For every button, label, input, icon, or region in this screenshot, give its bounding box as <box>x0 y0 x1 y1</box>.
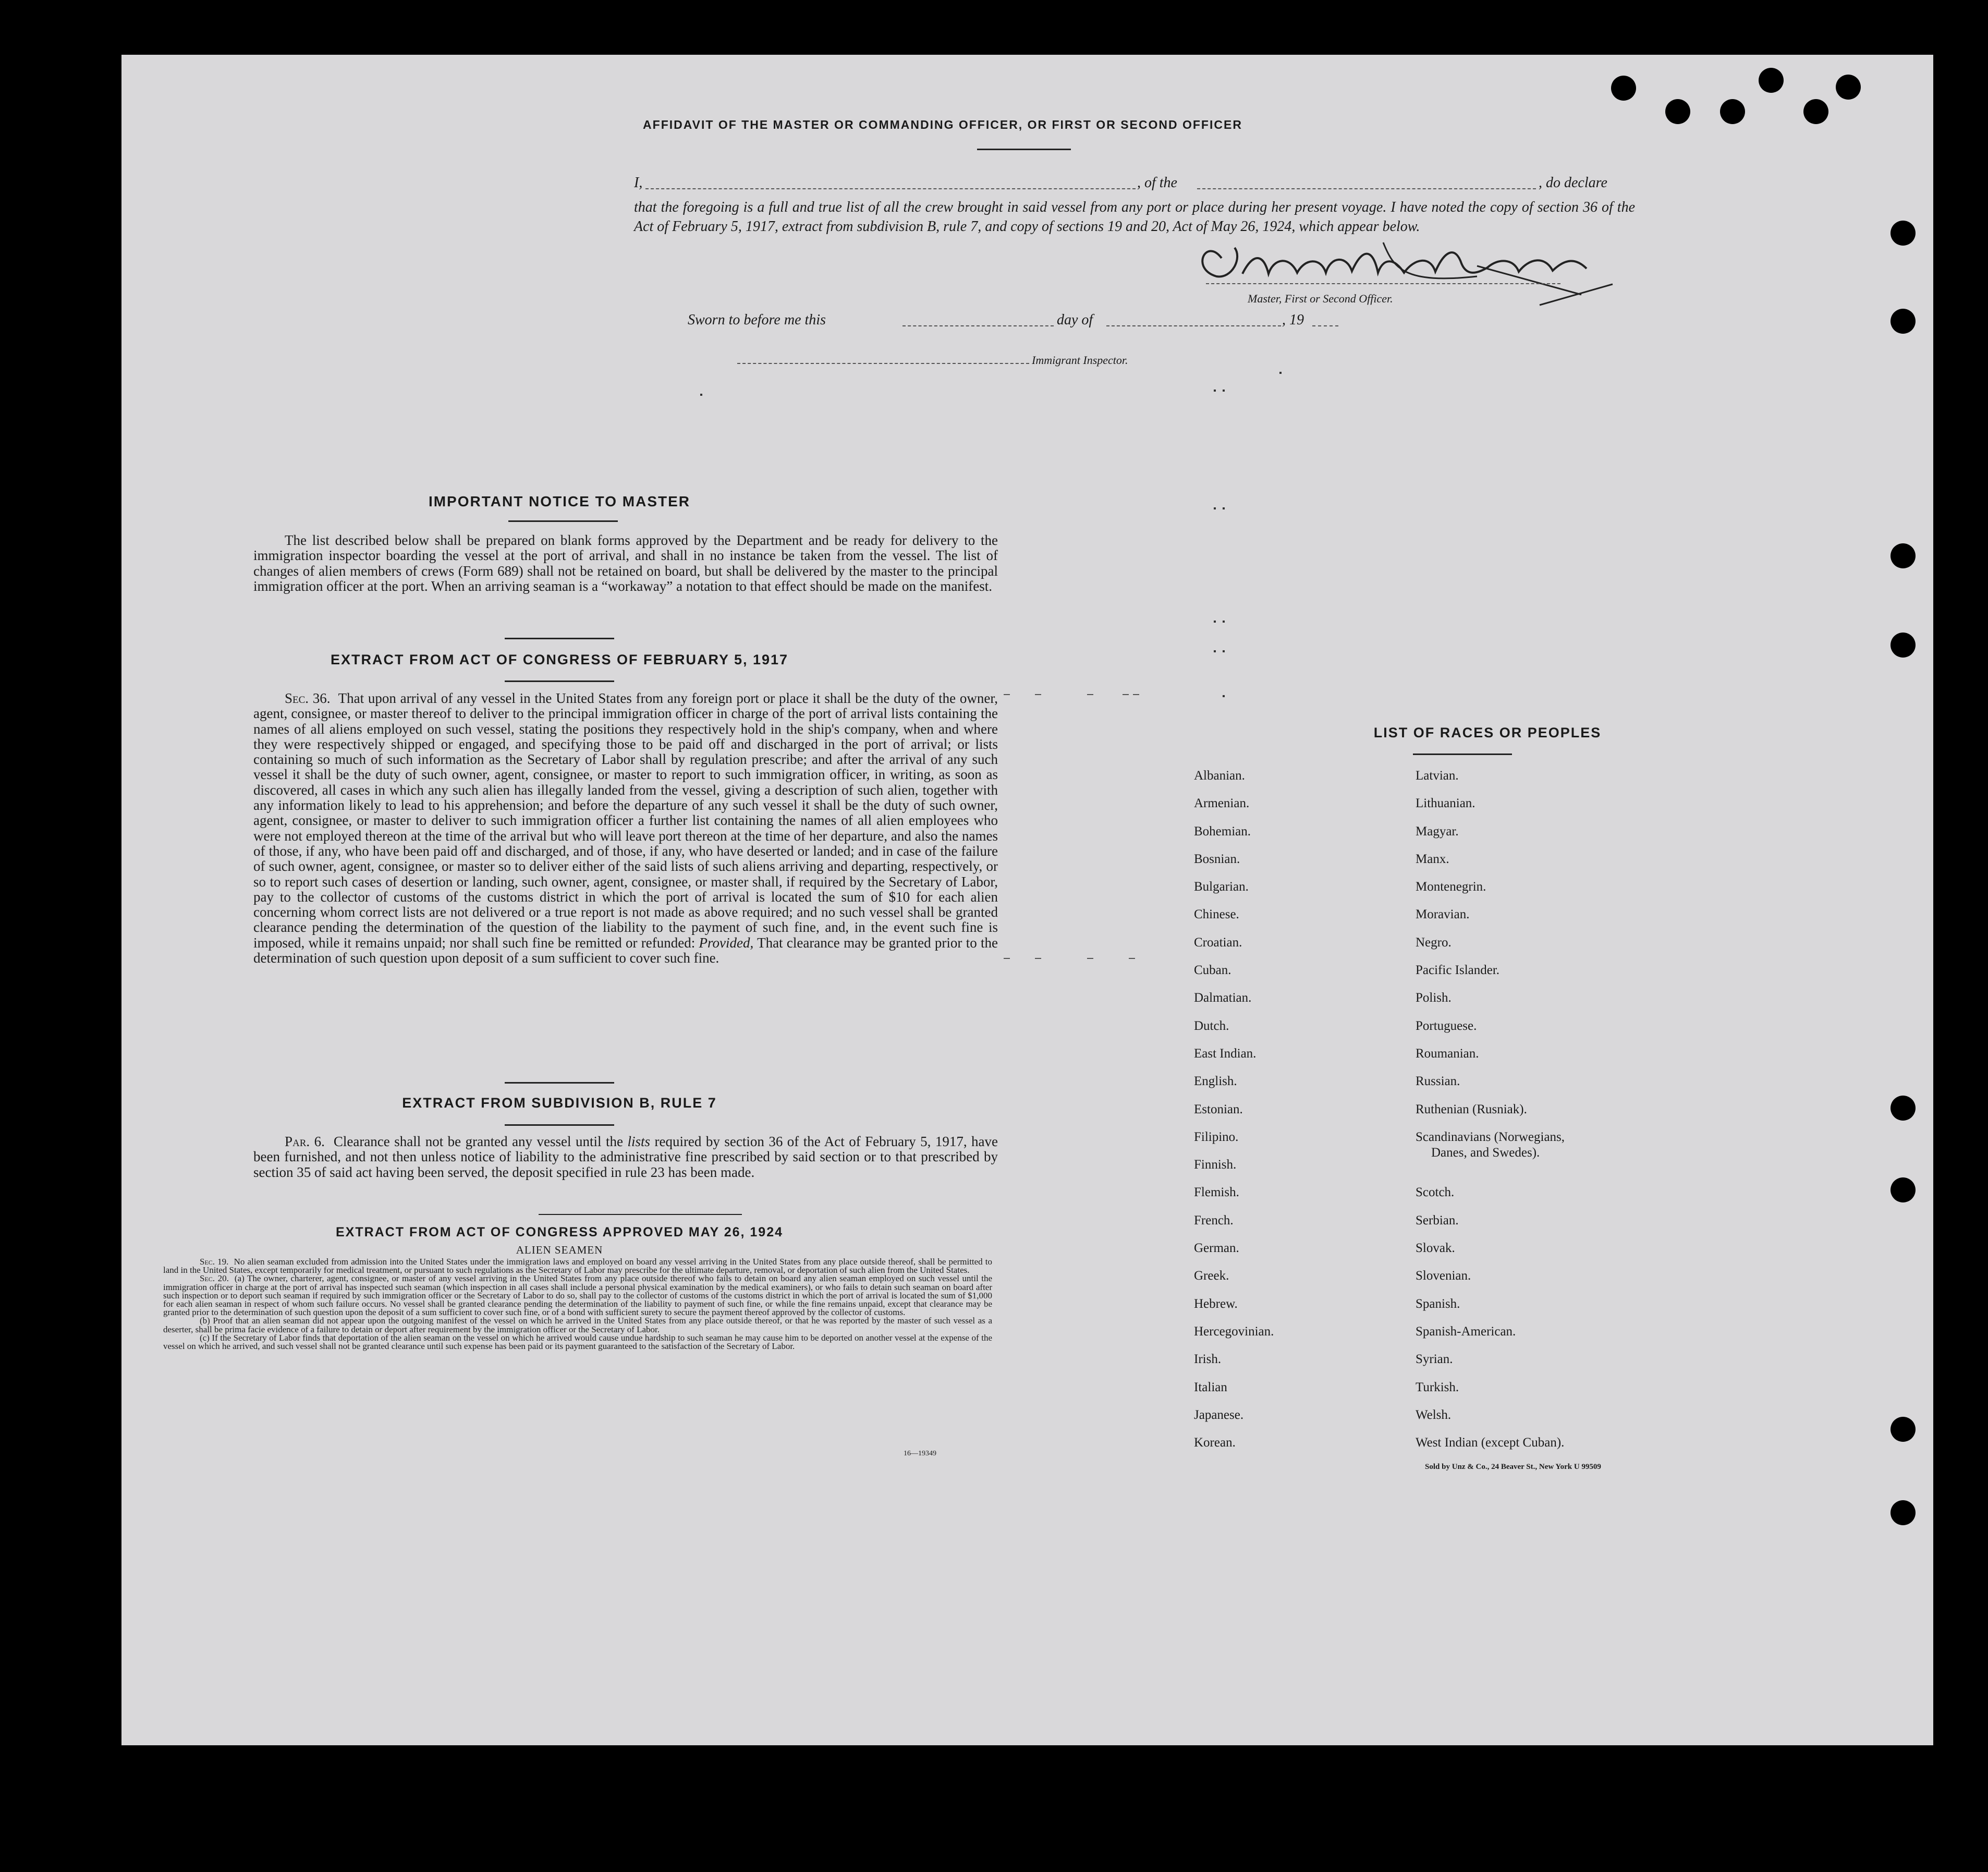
race-item: Korean. <box>1194 1436 1236 1450</box>
signature-caption: Master, First or Second Officer. <box>1248 292 1393 305</box>
inspector-caption: Immigrant Inspector. <box>1032 354 1128 367</box>
faint-mark <box>1133 694 1139 695</box>
faint-mark <box>1214 390 1216 392</box>
affidavit-title: AFFIDAVIT OF THE MASTER OR COMMANDING OFFICER, OR FIRST OR SECOND OFFICER <box>643 118 1242 131</box>
section-36-label: Sec. 36. <box>285 690 331 706</box>
notice-end-rule <box>505 638 614 639</box>
race-item: Slovak. <box>1416 1241 1455 1256</box>
races-title: LIST OF RACES OR PEOPLES <box>1373 725 1602 740</box>
race-item: Turkish. <box>1416 1380 1459 1394</box>
alien-seamen-subtitle: ALIEN SEAMEN <box>516 1244 603 1256</box>
race-item: Bohemian. <box>1194 824 1251 838</box>
punch-hole <box>1891 1177 1916 1202</box>
faint-mark <box>1279 372 1282 374</box>
race-item: Scandinavians (Norwegians, <box>1416 1129 1565 1144</box>
section-20c-body: (c) If the Secretary of Labor finds that deportation of the alien seaman on the vessel on which he arrived would cause undue hardship to such seaman he may cause him to be deported on another vessel at the expense of the vessel on which he arrived, and such vessel shall not be granted clearance until such expense has been paid or its payment guaranteed to the satisfaction of the Secretary of Labor. <box>163 1332 992 1352</box>
faint-mark <box>1087 958 1093 959</box>
punch-hole <box>1836 75 1861 100</box>
faint-mark <box>1223 390 1225 392</box>
section-36-body: That upon arrival of any vessel in the United States from any foreign port or place it shall be the duty of the owner, agent, consignee, or master thereof to deliver to the principal immigration officer in charge of the port of arrival lists containing the names of all aliens employed on such vessel, stating the positions they respectively hold in the ship's company, when and where they were respectively shipped or engaged, and specifying those to be paid off and discharged in the port of arrival; or lists containing so much of such information as the Secretary of Labor shall by regulation prescribe; and after the arrival of any such vessel it shall be the duty of such owner, agent, consignee, or master to report to such immigration officer, in writing, as soon as discovered, all cases in which any such alien has illegally landed from the vessel, giving a description of such alien, together with any information likely to lead to his apprehension; and before the departure of any such vessel it shall be the duty of such owner, agent, consignee, or master to deliver to such immigration officer a further list containing the names of all alien employees who were not employed thereon at the time of the arrival but who will leave port thereon at the time of her departure, and also the names of those, if any, who have been paid off and discharged, and of those, if any, who have deserted or landed; and in case of the failure of such owner, agent, consignee, or master so to deliver either of the said lists of such aliens arriving and departing, respectively, or so to report such cases of desertion or landing, such owner, agent, consignee, or master shall, if required by the Secretary of Labor, pay to the collector of customs of the customs district in which the port of arrival is located the sum of $10 for each alien concerning whom correct lists are not delivered or a true report is not made as above required; and no such vessel shall be granted clearance pending the determination of the question of the liability to the payment of such fine, and, in the event such fine is imposed, while it remains unpaid; nor shall such fine be remitted or refunded: <box>253 690 998 951</box>
race-item: Russian. <box>1416 1074 1460 1089</box>
races-right-column <box>1416 768 1728 1463</box>
extract-1924-title: EXTRACT FROM ACT OF CONGRESS APPROVED MAY 26, 1924 <box>335 1225 784 1239</box>
faint-mark <box>1129 958 1135 959</box>
rule-7-text <box>253 1134 998 1180</box>
title-rule <box>977 149 1071 150</box>
faint-mark <box>1214 621 1216 623</box>
faint-mark <box>1004 694 1010 695</box>
faint-mark <box>1223 621 1225 623</box>
faint-mark <box>1214 507 1216 509</box>
section-36-text <box>253 691 998 966</box>
race-item: Albanian. <box>1194 769 1245 783</box>
lists-term: lists <box>627 1134 650 1149</box>
races-left-column <box>1194 768 1392 1463</box>
race-item: Dutch. <box>1194 1018 1229 1033</box>
section-19-body: No alien seaman excluded from admission into the United States under the immigration laws and employed on board any vessel arriving in the United States from any place outside thereof, shall be permitted to land in the United States, except temporarily for medical treatment, or pursuant to such regulations as the Secretary of Labor may prescribe for the ultimate departure, removal, or deportation of such alien from the United States. <box>163 1257 992 1275</box>
faint-mark <box>1087 694 1093 695</box>
race-item: Magyar. <box>1416 824 1459 838</box>
race-item: Hercegovinian. <box>1194 1324 1274 1339</box>
extract-1917-title: EXTRACT FROM ACT OF CONGRESS OF FEBRUARY 5, 1917 <box>330 652 789 667</box>
race-item: Italian <box>1194 1380 1227 1394</box>
punch-hole <box>1759 68 1784 93</box>
race-item: Negro. <box>1416 935 1452 950</box>
faint-mark <box>700 394 702 396</box>
declare-suffix: , do declare <box>1539 175 1607 191</box>
faint-mark <box>1223 650 1225 652</box>
sworn-prefix: Sworn to before me this <box>688 312 826 328</box>
race-item: Bosnian. <box>1194 852 1240 866</box>
race-item: Polish. <box>1416 991 1452 1005</box>
race-item: Pacific Islander. <box>1416 963 1500 978</box>
race-item: Croatian. <box>1194 935 1242 950</box>
rule-7-title: EXTRACT FROM SUBDIVISION B, RULE 7 <box>402 1095 717 1111</box>
notice-title: IMPORTANT NOTICE TO MASTER <box>428 493 691 509</box>
section-20b-body: (b) Proof that an alien seaman did not appear upon the outgoing manifest of the vessel on which he arrived in the United States from any place outside thereof, or that he was reported by the master of such vessel as a deserter, shall be prima facie evidence of a failure to detain or deport after requirement by the immigration officer or the Secretary of Labor. <box>163 1316 992 1334</box>
race-item: Serbian. <box>1416 1213 1459 1227</box>
document-page <box>121 55 1933 1745</box>
faint-mark <box>1035 958 1041 959</box>
section-19-label: Sec. 19. <box>200 1257 229 1267</box>
sworn-day-field <box>902 325 1054 326</box>
race-item: Armenian. <box>1194 796 1250 811</box>
sworn-month-field <box>1106 325 1281 326</box>
faint-mark <box>1035 694 1041 695</box>
race-item: Latvian. <box>1416 769 1459 783</box>
sections-19-20-text <box>163 1258 992 1351</box>
race-item: Filipino. <box>1194 1129 1239 1144</box>
affidavit-statement: that the foregoing is a full and true list of all the crew brought in said vessel from any port or place during her present voyage. I have noted the copy of section 36 of the Act of February 5, 1917, extract from subdivision B, rule 7, and copy of sections 19 and 20, Act of May 26, 1924, which appear below. <box>634 199 1635 235</box>
race-item: Greek. <box>1194 1269 1229 1283</box>
race-item: Cuban. <box>1194 963 1231 978</box>
rule-7-rule <box>505 1124 614 1126</box>
punch-hole <box>1611 76 1636 101</box>
punch-hole <box>1891 1096 1916 1121</box>
section-20a-body: (a) The owner, charterer, agent, consignee, or master of any vessel arriving in the United States from any place outside thereof who fails to detain on board any alien seaman employed on such vessel until the immigration officer in charge at the port of arrival has inspected such seaman (which inspection in all cases shall include a personal physical examination by the medical examiners), or who fails to detain such seaman on board after such inspection or to deport such seaman if required by such immigration officer or the Secretary of Labor to do so, shall pay to the collector of customs of the customs district in which the port of arrival is located the sum of $1,000 for each alien seaman in respect of whom such failure occurs. No vessel shall be granted clearance pending the determination of the liability to payment of such fine, or while the fine remains unpaid, except that clearance may be granted prior to the determination of such question upon the deposit of a sum sufficient to cover such fine, or of a bond with sufficient surety to secure the payment thereof approved by the collector of customs. <box>163 1273 992 1318</box>
punch-hole <box>1891 633 1916 658</box>
faint-mark <box>1223 695 1225 697</box>
faint-mark <box>1004 958 1010 959</box>
sworn-year-field <box>1312 325 1338 326</box>
publisher-footer: Sold by Unz & Co., 24 Beaver St., New York U 99509 <box>1425 1463 1601 1471</box>
provided-term: Provided, <box>699 934 754 951</box>
par-6-label: Par. 6. <box>285 1134 325 1149</box>
race-item: French. <box>1194 1213 1234 1227</box>
race-item: East Indian. <box>1194 1046 1257 1061</box>
punch-hole <box>1720 99 1745 124</box>
race-item: Montenegrin. <box>1416 880 1486 894</box>
race-item: German. <box>1194 1241 1239 1256</box>
race-item: Japanese. <box>1194 1407 1244 1422</box>
race-item: Slovenian. <box>1416 1269 1471 1283</box>
race-item: Flemish. <box>1194 1185 1239 1200</box>
par-6-body: Clearance shall not be granted any vessel until the <box>333 1134 623 1149</box>
race-item: Ruthenian (Rusniak). <box>1416 1102 1527 1116</box>
punch-hole <box>1891 309 1916 334</box>
race-item: Spanish. <box>1416 1296 1460 1311</box>
sworn-line <box>688 312 1365 333</box>
race-item: Welsh. <box>1416 1407 1452 1422</box>
race-item: Syrian. <box>1416 1352 1453 1367</box>
race-item: West Indian (except Cuban). <box>1416 1436 1565 1450</box>
race-item: Lithuanian. <box>1416 796 1475 811</box>
notice-text <box>253 533 998 594</box>
declarant-prefix: I, <box>634 175 643 191</box>
race-item: Roumanian. <box>1416 1046 1479 1061</box>
race-item: Chinese. <box>1194 907 1239 922</box>
notice-rule <box>508 520 618 522</box>
punch-hole <box>1891 1500 1916 1525</box>
race-item: Portuguese. <box>1416 1018 1477 1033</box>
races-rule <box>1413 753 1512 755</box>
sworn-year-label: , 19 <box>1282 312 1304 328</box>
race-item: Danes, and Swedes). <box>1431 1145 1540 1160</box>
par-6-body-cont: required by section 36 of the Act of February 5, 1917, have been furnished, and not then unless notice of liability to the administrative fine prescribed by said section or to that prescribed by section 35 of said act having been served, the deposit specified in rule 23 has been made. <box>253 1134 998 1180</box>
race-item: Bulgarian. <box>1194 880 1249 894</box>
sworn-day-label: day of <box>1057 312 1093 328</box>
form-number: 16—19349 <box>904 1450 936 1457</box>
inspector-signature-line <box>737 363 1029 364</box>
declaration-line <box>634 175 1635 196</box>
race-item: Scotch. <box>1416 1185 1455 1200</box>
section-36-end-rule <box>505 1082 614 1084</box>
rule-7-end-rule <box>539 1214 742 1215</box>
section-20-label: Sec. 20. <box>200 1273 229 1284</box>
vessel-name-field <box>1197 188 1536 189</box>
extract-1917-rule <box>505 680 614 682</box>
punch-hole <box>1891 543 1916 568</box>
faint-mark <box>1123 694 1129 695</box>
faint-mark <box>1223 507 1225 509</box>
race-item: Moravian. <box>1416 907 1470 922</box>
race-item: English. <box>1194 1074 1237 1089</box>
declarant-name-field <box>645 188 1136 189</box>
race-item: Dalmatian. <box>1194 991 1252 1005</box>
faint-mark <box>1214 650 1216 652</box>
race-item: Manx. <box>1416 852 1449 866</box>
race-item: Estonian. <box>1194 1102 1243 1116</box>
punch-hole <box>1891 1417 1916 1442</box>
signature-line <box>1206 283 1560 284</box>
notice-paragraph: The list described below shall be prepared on blank forms approved by the Department and be ready for delivery to the immigration inspector boarding the vessel at the port of arrival, and shall in no instance be taken from the vessel. The list of changes of alien members of crews (Form 689) shall not be retained on board, but shall be delivered by the master to the principal immigration officer at the port. When an arriving seaman is a “workaway” a notation to that effect should be made on the manifest. <box>253 532 998 594</box>
race-item: Irish. <box>1194 1352 1222 1367</box>
race-item: Hebrew. <box>1194 1296 1238 1311</box>
vessel-prefix: , of the <box>1137 175 1177 191</box>
section-36-proviso: That clearance may be granted prior to the determination of such question upon deposit of a sum sufficient to cover such fine. <box>253 934 998 966</box>
punch-hole <box>1803 99 1828 124</box>
punch-hole <box>1891 221 1916 246</box>
race-item: Finnish. <box>1194 1158 1237 1172</box>
punch-hole <box>1665 99 1690 124</box>
race-item: Spanish-American. <box>1416 1324 1516 1339</box>
